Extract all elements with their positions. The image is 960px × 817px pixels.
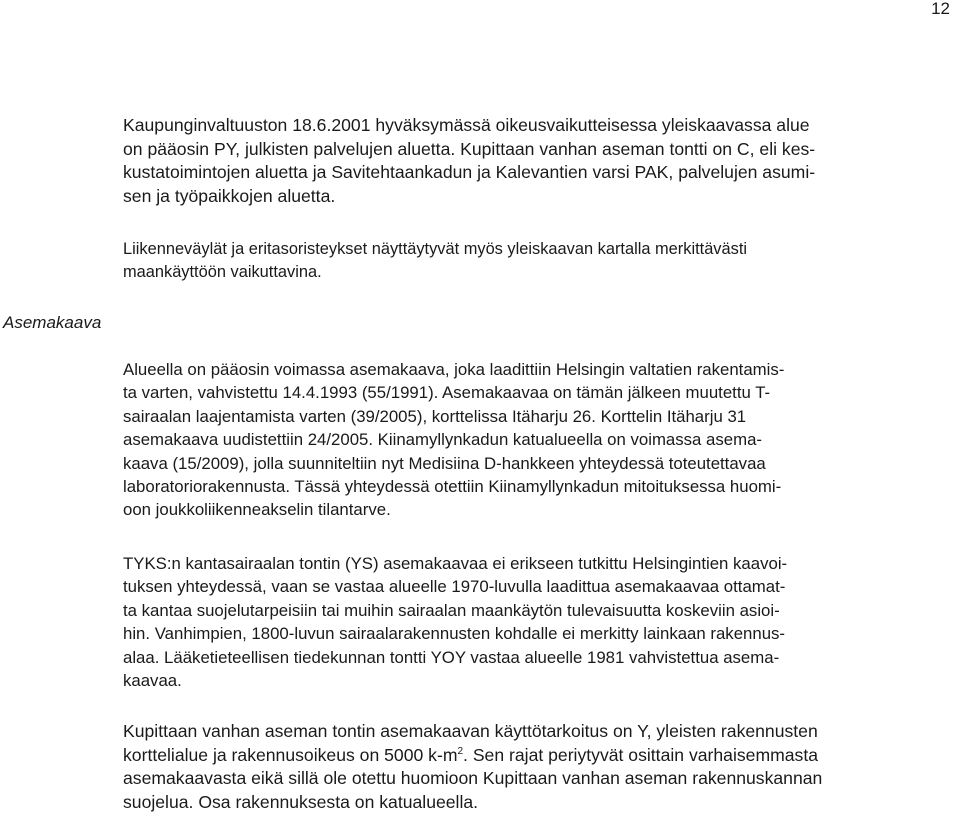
text-line: asemakaava uudistettiin 24/2005. Kiinamyllynkadun katualueella on voimassa asema- (123, 430, 762, 450)
text-line: Alueella on pääosin voimassa asemakaava, joka laadittiin Helsingin valtatien rakentamis- (123, 360, 785, 379)
text-line: hin. Vanhimpien, 1800-luvun sairaalarakennusten kohdalle ei merkitty lainkaan rakennus- (123, 624, 786, 644)
text-line: TYKS:n kantasairaalan tontin (YS) asemakaavaa ei erikseen tutkittu Helsingintien kaavoi- (123, 554, 788, 573)
paragraph-yleiskaava (123, 114, 943, 208)
text-line: ta kantaa suojelutarpeisiin tai muihin sairaalan maankäytön tulevaisuutta koskeviin asioi- (123, 600, 780, 620)
text-line: alaa. Lääketieteellisen tiedekunnan tontti YOY vastaa alueelle 1981 vahvistettua asema- (123, 647, 780, 667)
paragraph-kupittaa (123, 720, 943, 814)
text-line: kaava (15/2009), jolla suunniteltiin nyt Medisiina D-hankkeen yhteydessä toteutettavaa (123, 453, 766, 473)
text-line: suojelua. Osa rakennuksesta on katualueella. (123, 791, 479, 812)
text-line: asemakaavasta eikä sillä ole otettu huomioon Kupittaan vanhan aseman rakennuskannan (123, 768, 823, 789)
paragraph-asemakaava (123, 358, 943, 522)
text-line: Liikenneväylät ja eritasoristeykset näyttäytyvät myös yleiskaavan kartalla merkittävästi (123, 240, 748, 258)
page-number: 12 (931, 0, 950, 18)
text-line: sairaalan laajentamista varten (39/2005), korttelissa Itäharju 26. Korttelin Itäharju 31 (123, 406, 747, 426)
text-line: oon joukkoliikenneakselin tilantarve. (123, 500, 391, 520)
text-line: kaavaa. (123, 671, 182, 691)
text-line: kustatoimintojen aluetta ja Savitehtaankadun ja Kalevantien varsi PAK, palvelujen asumi- (123, 162, 816, 183)
text-line: laboratoriorakennusta. Tässä yhteydessä otettiin Kiinamyllynkadun mitoituksessa huomi- (123, 477, 782, 497)
text-line: sen ja työpaikkojen aluetta. (123, 185, 336, 206)
text-line: ta varten, vahvistettu 14.4.1993 (55/1991). Asemakaavaa on tämän jälkeen muutettu T- (123, 383, 771, 403)
text-line: Kaupunginvaltuuston 18.6.2001 hyväksymässä oikeusvaikutteisessa yleiskaavassa alue (123, 115, 810, 135)
text-segment: . Sen rajat periytyvät osittain varhaisemmasta (463, 744, 819, 765)
text-line: on pääosin PY, julkisten palvelujen aluetta. Kupittaan vanhan aseman tontti on C, eli kes- (123, 138, 816, 159)
section-heading-asemakaava: Asemakaava (3, 313, 102, 332)
text-line: maankäyttöön vaikuttavina. (123, 263, 322, 281)
text-line: tuksen yhteydessä, vaan se vastaa alueelle 1970-luvulla laadittua asemakaavaa ottamat- (123, 577, 786, 597)
paragraph-tyks (123, 552, 943, 692)
paragraph-liikennevaylat (123, 238, 943, 284)
text-segment: korttelialue ja rakennusoikeus on 5000 k-m (123, 744, 458, 765)
superscript: 2 (457, 745, 464, 757)
text-line: Kupittaan vanhan aseman tontin asemakaavan käyttötarkoitus on Y, yleisten rakennusten (123, 721, 818, 741)
text-line (123, 744, 943, 768)
